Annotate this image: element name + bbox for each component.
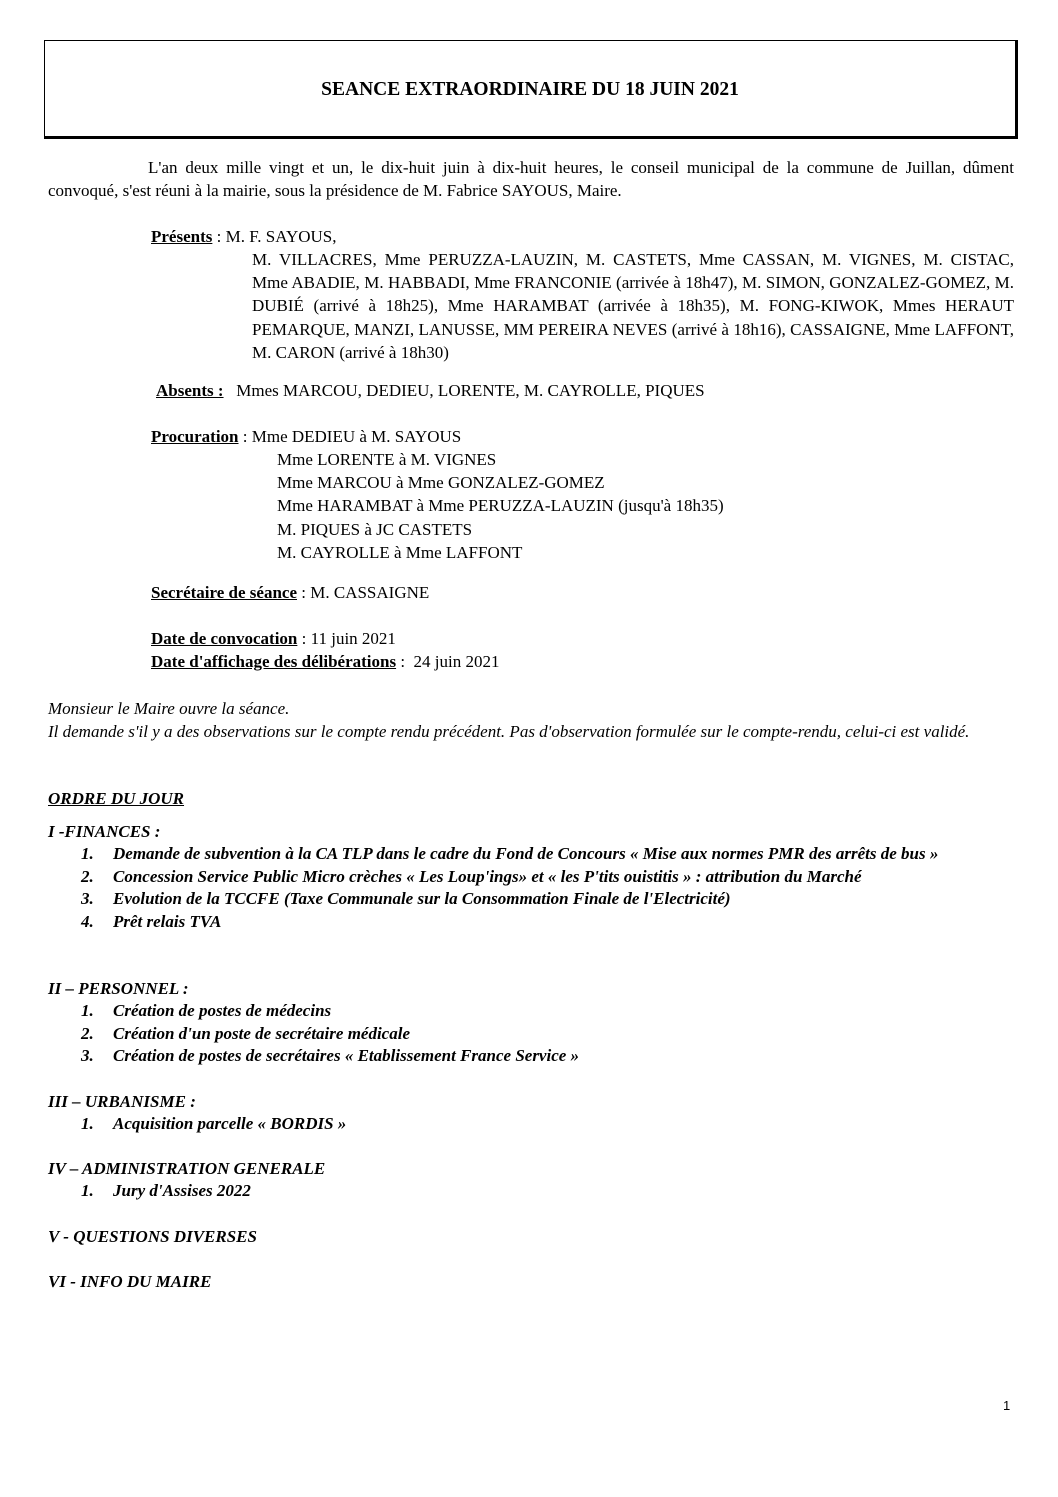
procuration-list — [277, 448, 724, 564]
agenda-item — [48, 866, 1014, 889]
procuration-item: Mme LORENTE à M. VIGNES — [277, 450, 497, 469]
item-number: 1. — [81, 844, 94, 863]
item-text: Acquisition parcelle « BORDIS » — [113, 1114, 347, 1133]
absents-value: Mmes MARCOU, DEDIEU, LORENTE, M. CAYROLLE, PIQUES — [236, 381, 705, 400]
item-number: 3. — [81, 1046, 94, 1065]
opening-line-2: Il demande s'il y a des observations sur le compte rendu précédent. Pas d'observation formulée sur le compte-rendu, celui-ci est validé. — [48, 722, 970, 741]
agenda-item — [48, 1023, 1014, 1046]
presents-first: : M. F. SAYOUS, — [212, 227, 337, 246]
item-text: Concession Service Public Micro crèches « Les Loup'ings» et « les P'tits ouistitis » : attribution du Marché — [113, 866, 862, 886]
procuration-line — [151, 425, 461, 448]
procuration-item: M. PIQUES à JC CASTETS — [277, 519, 473, 539]
item-text: Demande de subvention à la CA TLP dans le cadre du Fond de Concours « Mise aux normes PMR des arrêts de bus » — [113, 844, 939, 863]
item-number: 1. — [81, 1181, 94, 1200]
convocation-value: : 11 juin 2021 — [297, 629, 396, 648]
agenda — [48, 787, 1014, 1291]
presents-line — [151, 225, 337, 248]
agenda-item — [48, 1000, 1014, 1023]
agenda-heading: ORDRE DU JOUR — [48, 789, 185, 808]
item-text: Création de postes de secrétaires « Etablissement France Service » — [113, 1046, 580, 1065]
agenda-section-finances — [48, 820, 1014, 933]
affichage-value: : 24 juin 2021 — [396, 652, 500, 671]
presents-label: Présents — [151, 227, 213, 246]
title-box — [44, 40, 1018, 139]
section-title: V - QUESTIONS DIVERSES — [48, 1227, 257, 1246]
affichage-line — [151, 650, 500, 673]
section-items — [48, 1113, 1014, 1136]
section-title: II – PERSONNEL : — [48, 979, 189, 998]
secretaire-line — [151, 581, 429, 604]
agenda-item — [48, 1180, 1014, 1203]
item-text: Jury d'Assises 2022 — [113, 1181, 251, 1200]
item-number: 2. — [81, 866, 94, 886]
agenda-item — [48, 1045, 1014, 1068]
item-text: Evolution de la TCCFE (Taxe Communale sur la Consommation Finale de l'Electricité) — [113, 889, 731, 908]
item-number: 1. — [81, 1114, 94, 1133]
secretaire-value: : M. CASSAIGNE — [297, 583, 430, 602]
item-number: 4. — [81, 911, 94, 931]
item-text: Prêt relais TVA — [113, 911, 222, 931]
affichage-label: Date d'affichage des délibérations — [151, 652, 397, 671]
section-title: VI - INFO DU MAIRE — [48, 1272, 212, 1291]
item-number: 3. — [81, 889, 94, 908]
item-number: 1. — [81, 1001, 94, 1020]
convocation-line — [151, 627, 396, 650]
item-text: Création d'un poste de secrétaire médicale — [113, 1023, 410, 1043]
agenda-section-personnel — [48, 977, 1014, 1068]
section-title: III – URBANISME : — [48, 1092, 196, 1111]
intro-text: L'an deux mille vingt et un, le dix-huit juin à dix-huit heures, le conseil municipal de la commune de Juillan, dûment convoqué, s'est réuni à la mairie, sous la présidence de M. Fabrice SAYOUS, Maire. — [48, 158, 1014, 200]
agenda-section-urbanisme — [48, 1090, 1014, 1136]
section-items — [48, 1000, 1014, 1068]
absents-label: Absents : — [156, 381, 224, 400]
agenda-section-administration — [48, 1157, 1014, 1203]
secretaire-label: Secrétaire de séance — [151, 583, 298, 602]
intro-paragraph — [48, 156, 1014, 202]
opening-line-1: Monsieur le Maire ouvre la séance. — [48, 699, 290, 718]
section-items — [48, 1180, 1014, 1203]
procuration-item: Mme HARAMBAT à Mme PERUZZA-LAUZIN (jusqu'à 18h35) — [277, 496, 724, 516]
agenda-item — [48, 843, 1014, 866]
presents-names: M. VILLACRES, Mme PERUZZA-LAUZIN, M. CASTETS, Mme CASSAN, M. VIGNES, M. CISTAC, Mme ABADIE, M. HABBADI, Mme FRANCONIE (arrivée à 18h47), M. SIMON, GONZALEZ-GOMEZ, M. DUBIÉ (arrivé à 18h25), Mme HARAMBAT (arrivée à 18h35), M. FONG-KIWOK, Mmes HERAUT PEMARQUE, MANZI, LANUSSE, MM PEREIRA NEVES (arrivé à 18h16), CASSAIGNE, Mme LAFFONT, M. CARON (arrivé à 18h30) — [252, 250, 1014, 362]
agenda-section-info — [48, 1270, 1014, 1293]
absents-line — [156, 379, 705, 402]
agenda-item — [48, 888, 1014, 911]
section-title: IV – ADMINISTRATION GENERALE — [48, 1159, 326, 1178]
convocation-label: Date de convocation — [151, 629, 298, 648]
agenda-item — [48, 911, 1014, 934]
agenda-section-questions — [48, 1225, 1014, 1248]
procuration-item: M. CAYROLLE à Mme LAFFONT — [277, 542, 523, 562]
item-text: Création de postes de médecins — [113, 1001, 332, 1020]
section-items — [48, 843, 1014, 933]
procuration-item: Mme MARCOU à Mme GONZALEZ-GOMEZ — [277, 473, 605, 493]
agenda-item — [48, 1113, 1014, 1136]
page-number: 1 — [1003, 1398, 1011, 1413]
procuration-label: Procuration — [151, 427, 239, 446]
opening-text — [48, 697, 1014, 743]
section-title: I -FINANCES : — [48, 822, 161, 841]
procuration-first: : Mme DEDIEU à M. SAYOUS — [238, 427, 462, 446]
item-number: 2. — [81, 1023, 94, 1043]
page-title: SEANCE EXTRAORDINAIRE DU 18 JUIN 2021 — [321, 79, 739, 100]
